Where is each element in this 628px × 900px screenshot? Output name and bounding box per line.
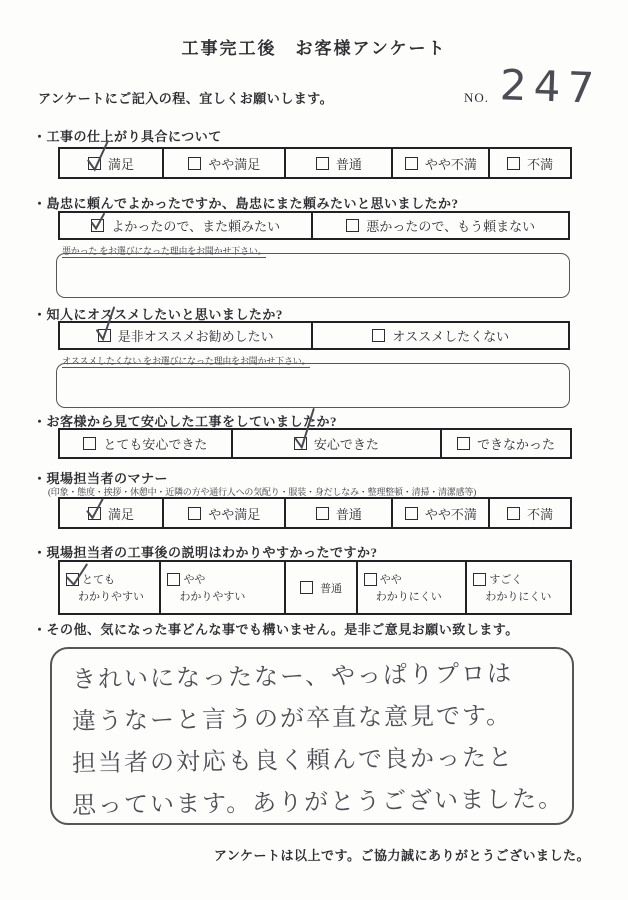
q3-option-recommend[interactable] — [60, 323, 311, 348]
option-label: 是非オススメお勧めしたい — [117, 329, 274, 344]
q2-option-glad[interactable] — [60, 213, 311, 238]
option-label: 普通 — [335, 506, 362, 522]
q4-label: ・お客様から見て安心した工事をしていましたか? — [33, 414, 338, 429]
survey-number-value: 247 — [499, 60, 602, 113]
q5-option-somewhat-dissatisfied[interactable] — [391, 499, 488, 527]
q1-options-table — [58, 147, 572, 179]
option-label: 普通 — [335, 156, 362, 172]
checkbox-unchecked[interactable] — [473, 573, 486, 586]
checkbox-unchecked[interactable] — [188, 157, 201, 170]
comment-line-1: きれいになったなー、やっぱりプロは — [71, 659, 514, 694]
option-label: 満足 — [107, 506, 134, 522]
page-title: 工事完工後 お客様アンケート — [181, 39, 447, 58]
checkbox-unchecked[interactable] — [316, 507, 329, 520]
q2-reason-note: 悪かった をお選びになった理由をお聞かせ下さい。 — [62, 246, 267, 256]
checkbox-checked[interactable] — [88, 507, 101, 520]
option-label: やや満足 — [208, 156, 261, 172]
checkbox-unchecked[interactable] — [457, 437, 470, 450]
option-label-line1: やや — [379, 574, 402, 586]
option-label: 不満 — [527, 506, 554, 522]
check-mark-icon — [90, 212, 106, 231]
checkbox-unchecked[interactable] — [507, 157, 520, 170]
checkbox-unchecked[interactable] — [316, 157, 329, 170]
checkbox-unchecked[interactable] — [83, 437, 96, 450]
q5-sublabel: (印象・態度・挨拶・休憩中・近隣の方や通行人への気配り・服装・身だしなみ・整理整頓・清掃・清潔感等) — [48, 487, 476, 497]
q6-option-very-unclear[interactable] — [465, 562, 570, 613]
checkbox-unchecked[interactable] — [346, 219, 359, 232]
q6-label: ・現場担当者の工事後の説明はわかりやすかったですか? — [33, 545, 378, 560]
option-label: とても安心できた — [103, 437, 208, 452]
survey-number-label: NO. — [464, 90, 490, 105]
q2-options-table — [58, 211, 570, 240]
q1-label: ・工事の仕上がり具合について — [33, 129, 222, 144]
checkbox-unchecked[interactable] — [300, 581, 313, 594]
option-label: 不満 — [527, 156, 554, 172]
option-label-line2: わかりやすい — [179, 591, 246, 603]
q7-comment-input-box[interactable] — [50, 647, 574, 825]
checkbox-unchecked[interactable] — [372, 329, 385, 342]
checkbox-checked[interactable] — [88, 157, 101, 170]
checkbox-unchecked[interactable] — [167, 573, 180, 586]
q4-options-table — [58, 428, 572, 459]
option-label-line2: わかりにくい — [375, 591, 442, 603]
checkbox-unchecked[interactable] — [405, 507, 418, 520]
option-label: 普通 — [320, 582, 343, 595]
checkbox-checked[interactable] — [66, 573, 79, 586]
option-label-line2: わかりにくい — [485, 591, 552, 603]
q7-label: ・その他、気になった事どんな事でも構いません。是非ご意見お願い致します。 — [33, 622, 519, 637]
q5-option-somewhat-satisfied[interactable] — [162, 499, 284, 527]
q5-label: ・現場担当者のマナー — [33, 471, 169, 486]
option-label-line1: すごく — [489, 574, 523, 586]
option-label-line1: やや — [183, 574, 206, 586]
checkbox-unchecked[interactable] — [364, 573, 377, 586]
q6-options-table — [58, 560, 572, 615]
comment-line-2: 違うなーと言うのが卒直な意見です。 — [71, 701, 513, 736]
checkbox-checked[interactable] — [98, 329, 111, 342]
q2-label: ・島忠に頼んでよかったですか、島忠にまた頼みたいと思いましたか? — [33, 196, 459, 211]
q5-option-dissatisfied[interactable] — [488, 499, 570, 527]
option-label-line2: わかりやすい — [78, 591, 144, 603]
option-label: オススメしたくない — [392, 329, 510, 344]
comment-line-3: 担当者の対応も良く頼んで良かったと — [71, 743, 515, 778]
q1-option-satisfied[interactable] — [60, 149, 162, 177]
checkbox-unchecked[interactable] — [405, 157, 418, 170]
q4-option-reassured[interactable] — [231, 430, 440, 457]
option-label: やや不満 — [424, 156, 477, 172]
q6-option-neutral[interactable] — [284, 562, 355, 613]
q6-option-very-clear[interactable] — [60, 562, 159, 613]
option-label: 満足 — [107, 156, 134, 172]
comment-line-4: 思っています。ありがとうございました。 — [71, 784, 565, 820]
checkbox-unchecked[interactable] — [188, 507, 201, 520]
check-mark-icon — [85, 497, 105, 521]
q5-options-table — [58, 497, 572, 529]
option-label: やや満足 — [208, 506, 261, 522]
q4-option-very-reassured[interactable] — [60, 430, 231, 457]
q1-option-somewhat-satisfied[interactable] — [162, 149, 284, 177]
option-label: やや不満 — [424, 506, 477, 522]
q3-options-table — [58, 321, 570, 350]
q5-option-neutral[interactable] — [284, 499, 391, 527]
q6-option-somewhat-clear[interactable] — [159, 562, 284, 613]
q1-option-neutral[interactable] — [284, 149, 391, 177]
option-label: よかったので、また頼みたい — [111, 219, 281, 234]
q1-option-somewhat-dissatisfied[interactable] — [391, 149, 488, 177]
q3-reason-input-box[interactable] — [56, 363, 570, 408]
q6-option-somewhat-unclear[interactable] — [356, 562, 466, 613]
q4-option-not-reassured[interactable] — [440, 430, 570, 457]
option-label: できなかった — [476, 437, 555, 452]
option-label-line1: とても — [82, 574, 115, 586]
q2-option-regret[interactable] — [311, 213, 568, 238]
q3-label: ・知人にオススメしたいと思いましたか? — [33, 307, 283, 322]
option-label: 安心できた — [313, 437, 379, 452]
option-label: 悪かったので、もう頼まない — [366, 219, 536, 234]
q1-option-dissatisfied[interactable] — [488, 149, 570, 177]
q3-option-not-recommend[interactable] — [311, 323, 568, 348]
q5-option-satisfied[interactable] — [60, 499, 162, 527]
q2-reason-input-box[interactable] — [56, 253, 570, 298]
q3-reason-note: オススメしたくない をお選びになった理由をお聞かせ下さい。 — [62, 356, 311, 366]
closing-text: アンケートは以上です。ご協力誠にありがとうございました。 — [213, 848, 590, 863]
intro-text: アンケートにご記入の程、宜しくお願いします。 — [38, 91, 334, 106]
checkbox-checked[interactable] — [294, 437, 307, 450]
checkbox-unchecked[interactable] — [507, 507, 520, 520]
checkbox-checked[interactable] — [91, 219, 104, 232]
